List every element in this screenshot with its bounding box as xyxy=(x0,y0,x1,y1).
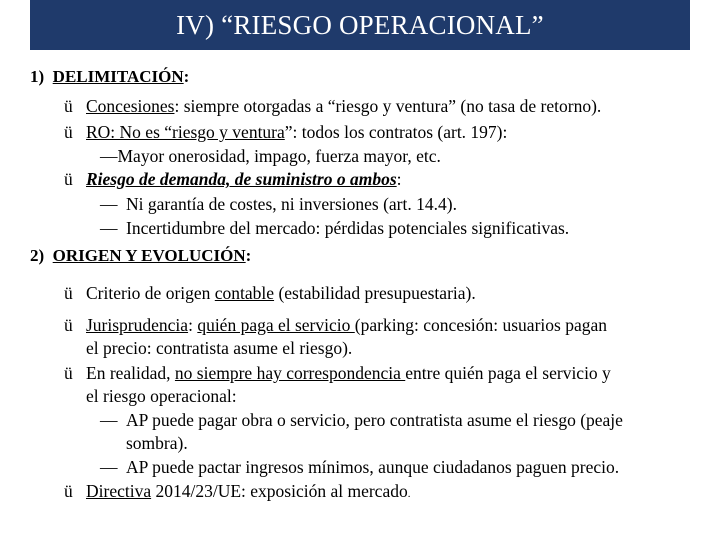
s1-b3-sub-2 xyxy=(100,218,569,238)
section-2-number: 2) xyxy=(30,246,45,265)
s1-b3-text: : xyxy=(396,169,402,189)
s2-b2-continuation xyxy=(86,338,352,358)
s1-b1-text: : siempre otorgadas a “riesgo y ventura” (no tasa de retorno). xyxy=(174,96,602,116)
s2-b2-mid: : xyxy=(188,315,198,335)
section-1-heading xyxy=(30,67,189,87)
s1-b1-underlined: Concesiones xyxy=(86,96,175,116)
s2-b4-tail: . xyxy=(407,488,411,500)
s2-b3-sub-1-continuation-text: sombra). xyxy=(126,433,188,453)
s1-bullet-2 xyxy=(64,122,507,142)
dash-icon: — xyxy=(100,218,118,238)
s2-b3-sub-2 xyxy=(100,457,619,477)
checkmark-icon: ü xyxy=(64,481,73,501)
s2-b2-underlined-2: quién paga el servicio xyxy=(197,315,355,335)
slide-title: IV) “RIESGO OPERACIONAL” xyxy=(30,0,690,50)
s2-b1-text: (estabilidad presupuestaria). xyxy=(274,283,476,303)
s1-b3-sub-2-text: Incertidumbre del mercado: pérdidas potenciales significativas. xyxy=(126,218,570,238)
s1-b2-underlined: RO: No es “riesgo y ventura xyxy=(86,122,285,142)
s2-b1-pre: Criterio de origen xyxy=(86,283,215,303)
s2-b3-sub-2-text: AP puede pactar ingresos mínimos, aunque ciudadanos paguen precio. xyxy=(126,457,620,477)
section-2-title: ORIGEN Y EVOLUCIÓN xyxy=(52,246,246,265)
checkmark-icon: ü xyxy=(64,363,73,383)
checkmark-icon: ü xyxy=(64,315,73,335)
section-1-title: DELIMITACIÓN xyxy=(52,67,184,86)
s1-bullet-3 xyxy=(64,169,402,189)
checkmark-icon: ü xyxy=(64,169,73,189)
dash-icon: — xyxy=(100,146,118,166)
s1-bullet-1 xyxy=(64,96,601,116)
s1-b3-emphasis: Riesgo de demanda, de suministro o ambos xyxy=(86,169,397,189)
s2-bullet-2 xyxy=(64,315,607,335)
s2-b4-text: 2014/23/UE: exposición al mercado xyxy=(151,481,408,501)
s2-b3-sub-1-continuation xyxy=(126,433,188,453)
s2-bullet-3 xyxy=(64,363,611,383)
s1-b3-sub-1 xyxy=(100,194,457,214)
s2-b3-continuation-text: el riesgo operacional: xyxy=(86,386,237,406)
s2-bullet-4 xyxy=(64,481,410,504)
s2-b3-continuation xyxy=(86,386,237,406)
s1-b3-sub-1-text: Ni garantía de costes, ni inversiones (art. 14.4). xyxy=(126,194,457,214)
section-1-number: 1) xyxy=(30,67,45,86)
s2-b2-continuation-text: el precio: contratista asume el riesgo). xyxy=(86,338,353,358)
dash-icon: — xyxy=(100,410,118,430)
s2-b1-underlined: contable xyxy=(214,283,275,303)
s1-b2-text: ”: todos los contratos (art. 197): xyxy=(284,122,508,142)
s2-b3-text: entre quién paga el servicio y xyxy=(405,363,611,383)
s2-b2-underlined-1: Jurisprudencia xyxy=(86,315,189,335)
dash-icon: — xyxy=(100,457,118,477)
s2-b4-underlined: Directiva xyxy=(86,481,152,501)
s1-b2-sub-1 xyxy=(100,146,441,166)
s2-b3-sub-1 xyxy=(100,410,623,430)
s2-bullet-1 xyxy=(64,283,476,303)
s2-b3-underlined: no siempre hay correspondencia xyxy=(174,363,406,383)
checkmark-icon: ü xyxy=(64,96,73,116)
checkmark-icon: ü xyxy=(64,122,73,142)
s2-b2-text: (parking: concesión: usuarios pagan xyxy=(354,315,607,335)
section-2-colon: : xyxy=(245,246,252,265)
section-2-heading xyxy=(30,246,251,266)
dash-icon: — xyxy=(100,194,118,214)
s1-b2-sub-1-text: Mayor onerosidad, impago, fuerza mayor, etc. xyxy=(117,146,441,166)
section-1-colon: : xyxy=(183,67,190,86)
s2-b3-sub-1-text: AP puede pagar obra o servicio, pero contratista asume el riesgo (peaje xyxy=(126,410,623,430)
checkmark-icon: ü xyxy=(64,283,73,303)
s2-b3-pre: En realidad, xyxy=(86,363,175,383)
